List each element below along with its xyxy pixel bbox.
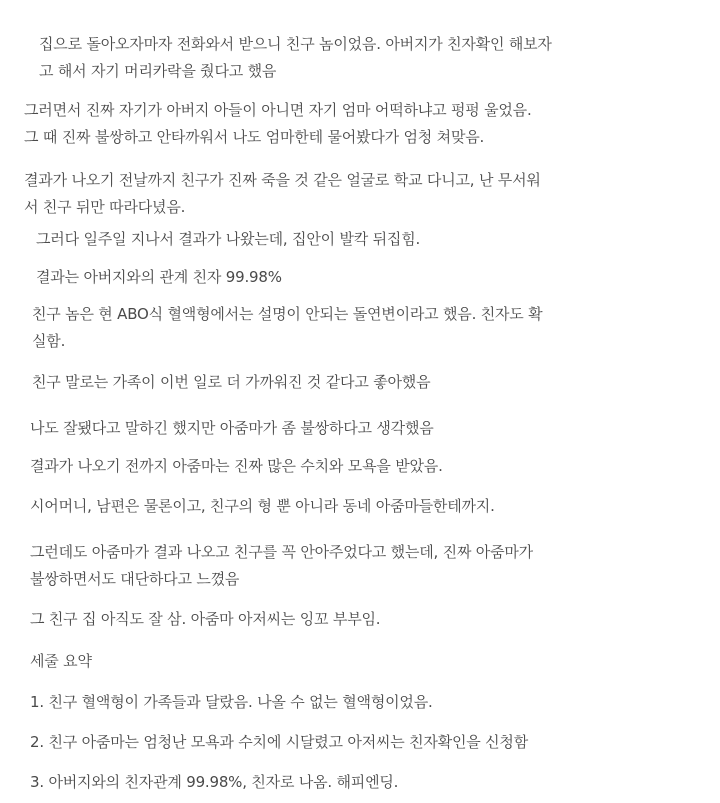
- paragraph: [36, 264, 282, 291]
- paragraph: [32, 301, 542, 355]
- paragraph: [30, 606, 380, 633]
- summary-item: [30, 769, 398, 796]
- summary-heading: [30, 648, 92, 675]
- text-line: 나도 잘됐다고 말하긴 했지만 아줌마가 좀 불쌍하다고 생각했음: [30, 419, 434, 437]
- paragraph: [24, 97, 532, 151]
- paragraph: [39, 31, 552, 85]
- paragraph: [30, 493, 495, 520]
- text-line: 친구 놈은 현 ABO식 혈액형에서는 설명이 안되는 돌연변이라고 했음. 친자도 확: [32, 305, 543, 323]
- paragraph: [30, 453, 443, 480]
- text-line: 세줄 요약: [30, 652, 92, 670]
- paragraph: [36, 226, 420, 253]
- text-line: 실함.: [32, 332, 66, 350]
- text-line: 결과가 나오기 전까지 아줌마는 진짜 많은 수치와 모욕을 받았음.: [30, 457, 443, 475]
- text-line: 그런데도 아줌마가 결과 나오고 친구를 꼭 안아주었다고 했는데, 진짜 아줌마가: [30, 543, 533, 561]
- text-line: 3. 아버지와의 친자관계 99.98%, 친자로 나옴. 해피엔딩.: [30, 773, 399, 791]
- summary-item: [30, 689, 433, 716]
- text-line: 친구 말로는 가족이 이번 일로 더 가까워진 것 같다고 좋아했음: [32, 373, 431, 391]
- text-line: 그 친구 집 아직도 잘 삼. 아줌마 아저씨는 잉꼬 부부임.: [30, 610, 381, 628]
- text-line: 그러다 일주일 지나서 결과가 나왔는데, 집안이 발칵 뒤집힘.: [36, 230, 421, 248]
- text-line: 그러면서 진짜 자기가 아버지 아들이 아니면 자기 엄마 어떡하냐고 펑펑 울었음.: [24, 101, 532, 119]
- text-line: 집으로 돌아오자마자 전화와서 받으니 친구 놈이었음. 아버지가 친자확인 해보자: [39, 35, 552, 53]
- paragraph: [30, 539, 533, 593]
- text-line: 시어머니, 남편은 물론이고, 친구의 형 뿐 아니라 동네 아줌마들한테까지.: [30, 497, 495, 515]
- paragraph: [32, 369, 430, 396]
- text-line: 서 친구 뒤만 따라다녔음.: [24, 198, 186, 216]
- text-line: 1. 친구 혈액형이 가족들과 달랐음. 나올 수 없는 혈액형이었음.: [30, 693, 433, 711]
- paragraph: [30, 415, 434, 442]
- text-line: 결과는 아버지와의 관계 친자 99.98%: [36, 268, 282, 286]
- text-line: 결과가 나오기 전날까지 친구가 진짜 죽을 것 같은 얼굴로 학교 다니고, 난 무서워: [24, 171, 541, 189]
- text-line: 고 해서 자기 머리카락을 줬다고 했음: [39, 62, 277, 80]
- summary-item: [30, 729, 528, 756]
- paragraph: [24, 167, 541, 221]
- text-line: 그 때 진짜 불쌍하고 안타까워서 나도 엄마한테 물어봤다가 엄청 쳐맞음.: [24, 128, 485, 146]
- text-line: 불쌍하면서도 대단하다고 느꼈음: [30, 570, 240, 588]
- text-line: 2. 친구 아줌마는 엄청난 모욕과 수치에 시달렸고 아저씨는 친자확인을 신청함: [30, 733, 529, 751]
